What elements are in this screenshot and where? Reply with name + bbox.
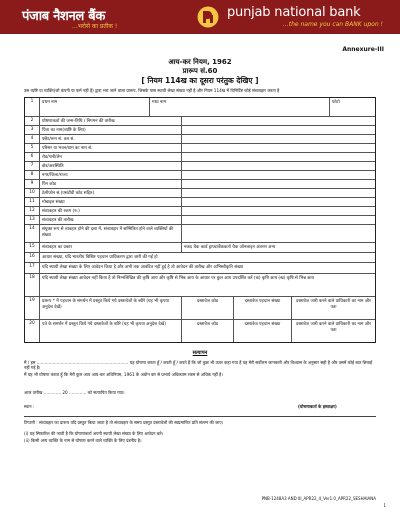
photo-label: फोटो bbox=[332, 100, 340, 105]
row-number: 15 bbox=[25, 243, 40, 252]
row-number: 16 bbox=[25, 253, 40, 262]
form-row-13[interactable] bbox=[25, 216, 375, 225]
photo-box bbox=[330, 98, 375, 116]
verification-date-line[interactable]: आज तारीख ............. 20 ............. को सत्यापित किया गया। bbox=[24, 390, 125, 395]
note-1: टिप्पणी : संव्यवहार का प्रारूप यदि प्रस्तुत किया जाता है तो संव्यवहार के समय प्रस्तुत दस्तावेजों की स्वप्रमाणित प्रति संलग्न की जाए। bbox=[24, 420, 224, 425]
form-row-6[interactable] bbox=[25, 153, 375, 162]
mobile-field[interactable] bbox=[182, 198, 375, 206]
row-number: 2 bbox=[25, 117, 40, 125]
road-label: रोड/गली/लेन bbox=[40, 153, 182, 161]
annexure-label: Annexure-III bbox=[342, 46, 384, 53]
first-name-label: प्रथम नाम bbox=[40, 98, 150, 116]
page-number: 1 bbox=[383, 503, 386, 508]
area-label: क्षेत्र/अवस्थिति bbox=[40, 162, 182, 170]
city-label: नगर/जिला/राज्य bbox=[40, 171, 182, 179]
form-row-11[interactable] bbox=[25, 198, 375, 207]
doc-code-header: दस्तावेज कोड bbox=[182, 320, 234, 342]
form-row-10[interactable] bbox=[25, 189, 375, 198]
amount-field[interactable] bbox=[182, 207, 375, 215]
income-label: यदि स्थायी लेखा संख्या आवेदन नहीं किया है तो निम्नलिखित की कृषि आय और कृषि से भिन्न आय के आधार पर कुल आय उपदर्शित करें (क) कृषि आय (ख) कृषि से भिन्न आय bbox=[42, 276, 315, 281]
verification-heading: सत्यापन bbox=[192, 350, 208, 356]
bank-name-english: punjab national bank bbox=[227, 5, 361, 20]
row-number: 4 bbox=[25, 135, 40, 143]
form-row-17[interactable] bbox=[25, 263, 375, 274]
row-number: 10 bbox=[25, 189, 40, 197]
form-row-1 bbox=[25, 98, 375, 117]
form-row-8[interactable] bbox=[25, 171, 375, 180]
pin-label: पिन कोड bbox=[40, 180, 182, 188]
joint-persons-label: संयुक्त रूप से व्यवहार होने की दशा में, संव्यवहार में सम्मिलित होने वाले व्यक्तियों की संख्या bbox=[40, 225, 182, 242]
place-label: स्थान : bbox=[24, 404, 35, 409]
form-row-5[interactable] bbox=[25, 144, 375, 153]
bank-name-hindi: पंजाब नैशनल बैंक bbox=[22, 9, 106, 24]
form-title-number: प्रारूप सं.60 bbox=[182, 67, 218, 75]
bank-tagline-hindi: ...भरोसे का प्रतीक ! bbox=[72, 23, 118, 30]
form-row-16[interactable] bbox=[25, 253, 375, 263]
city-field[interactable] bbox=[182, 171, 375, 179]
verification-text-1: मैं / हम ..................................................................... यह घोषणा करता हूँ / करती हूँ / करते हैं कि जो कुछ भी ऊपर कहा गया है वह मेरी सर्वोत्तम जानकारी और विश्वास के अनुसार सही है और उसमें कोई बात छिपाई नहीं गई है। bbox=[24, 360, 373, 371]
identity-docs-label: प्रारूप * में पहचान के समर्थन में प्रस्तुत किये गये दस्तावेजों के ब्यौरे (यह भी कृपया अनुदेश देखें) bbox=[40, 297, 182, 319]
pin-field[interactable] bbox=[182, 180, 375, 188]
bank-tagline-english: ...the name you can BANK upon ! bbox=[283, 21, 383, 28]
doc-id-header: दस्तावेज पहचान संख्या bbox=[234, 297, 292, 319]
father-name-field[interactable] bbox=[182, 126, 375, 134]
form-row-9[interactable] bbox=[25, 180, 375, 189]
row-number: 3 bbox=[25, 126, 40, 134]
row-number: 8 bbox=[25, 171, 40, 179]
txn-date-field[interactable] bbox=[182, 216, 375, 224]
note-2: (i) यह सिफारिश की जाती है कि घोषणाकर्ता अपनी स्थायी लेखा संख्या के लिए आवेदन करे। bbox=[24, 431, 164, 436]
form-row-15[interactable] bbox=[25, 243, 375, 253]
form-row-2[interactable] bbox=[25, 117, 375, 126]
telephone-field[interactable] bbox=[182, 189, 375, 197]
amount-label: संव्यवहार की रकम (रु.) bbox=[40, 207, 182, 215]
row-number: 20 bbox=[25, 320, 40, 342]
form-table bbox=[24, 97, 376, 343]
telephone-label: टेलीफोन सं.(एसटीडी कोड सहित) bbox=[40, 189, 182, 197]
form-row-12[interactable] bbox=[25, 207, 375, 216]
txn-mode-label: संव्यवहार का प्रकार bbox=[40, 243, 182, 252]
father-name-label: पिता का नाम(व्यष्टि के लिए) bbox=[40, 126, 182, 134]
doc-authority-header: दस्तावेज जारी करने वाले प्राधिकारी का नाम और पता bbox=[296, 299, 371, 310]
row-number: 19 bbox=[25, 297, 40, 319]
aadhaar-label: आधार संख्या, यदि भारतीय विशिष्ट पहचान प्राधिकरण द्वारा जारी की गई हो bbox=[42, 255, 158, 260]
verification-text-2: मैं यह भी घोषणा करता हूँ कि मेरी कुल आय आय-कर अधिनियम, 1961 के अधीन कर से प्रभार्य अधिकतम रकम से अधिक नहीं है। bbox=[24, 372, 223, 377]
form-row-14[interactable] bbox=[25, 225, 375, 243]
dob-label: घोषणाकर्ता की जन्म-तिथि / निगमन की तारीख bbox=[40, 117, 182, 125]
bank-header bbox=[0, 0, 400, 34]
form-row-3[interactable] bbox=[25, 126, 375, 135]
row-number: 14 bbox=[25, 225, 40, 242]
note-3: (ii) किसी अन्य व्यक्ति के नाम से घोषणा करने वाले व्यक्ति के लिए दंडनीय है। bbox=[24, 438, 142, 443]
dob-field[interactable] bbox=[182, 117, 375, 125]
doc-id-header: दस्तावेज पहचान संख्या bbox=[234, 320, 292, 342]
txn-mode-options[interactable]: नकद चैक कार्ड ड्राफ्ट/बैंककर्ता चैक ऑनलाइन अंतरण अन्य bbox=[184, 245, 276, 250]
joint-persons-field[interactable] bbox=[182, 225, 375, 242]
row-number: 7 bbox=[25, 162, 40, 170]
row-number: 18 bbox=[25, 274, 40, 296]
middle-name-label: मध्य नाम bbox=[152, 100, 167, 105]
notes-divider bbox=[24, 416, 376, 417]
signature-label: (घोषणाकर्ता के हस्ताक्षर) bbox=[298, 404, 337, 409]
row-number: 9 bbox=[25, 180, 40, 188]
flat-field[interactable] bbox=[182, 135, 375, 143]
form-title-proviso: [ नियम 114ख का दूसरा परंतुक देखिए ] bbox=[141, 76, 259, 85]
row-number: 5 bbox=[25, 144, 40, 152]
form-row-18[interactable] bbox=[25, 274, 375, 297]
flat-label: फ्लैट/रूम सं. तल सं. bbox=[40, 135, 182, 143]
road-field[interactable] bbox=[182, 153, 375, 161]
row-number: 1 bbox=[25, 98, 40, 116]
bank-logo-icon bbox=[197, 6, 219, 28]
txn-date-label: संव्यवहार की तारीख bbox=[40, 216, 182, 224]
address-docs-label: पते के समर्थन में प्रस्तुत किये गये दस्तावेजों के ब्यौरे (यह भी कृपया अनुदेश देखें) bbox=[40, 320, 182, 342]
doc-code-header: दस्तावेज कोड bbox=[182, 297, 234, 319]
row-number: 17 bbox=[25, 263, 40, 273]
premises-field[interactable] bbox=[182, 144, 375, 152]
premises-label: परिसर या भवन/ग्राम का नाम सं. bbox=[40, 144, 182, 152]
mobile-label: मोबाइल संख्या bbox=[40, 198, 182, 206]
form-row-19[interactable] bbox=[25, 297, 375, 320]
row-number: 6 bbox=[25, 153, 40, 161]
form-row-20[interactable] bbox=[25, 320, 375, 342]
footer-code: PNB-1248A3 AND III_APR22_4_Ver1.0_APR22_SESHAIANA bbox=[261, 496, 376, 501]
doc-authority-header: दस्तावेज जारी करने वाले प्राधिकारी का नाम और पता bbox=[296, 322, 371, 333]
row-number: 11 bbox=[25, 198, 40, 206]
form-intro-text: उस व्यष्टि या व्यक्ति(जो कंपनी या फर्म नहीं है) द्वारा भरा जाने वाला प्रारूप, जिसके पास स्थायी लेखा संख्या नहीं है और नियम 114ख में विनिर्दिष्ट कोई संव्यवहार करता है bbox=[24, 88, 280, 93]
middle-name-cell[interactable] bbox=[150, 98, 330, 116]
form-title-rule: आय-कर नियम, 1962 bbox=[168, 58, 232, 66]
form-row-4[interactable] bbox=[25, 135, 375, 144]
form-row-7[interactable] bbox=[25, 162, 375, 171]
area-field[interactable] bbox=[182, 162, 375, 170]
row-number: 12 bbox=[25, 207, 40, 215]
pan-applied-label: यदि स्थायी लेखा संख्या के लिए आवेदन किया है और अभी तक आवंटित नहीं हुई है तो आवेदन की तारीख और अभिस्वीकृति संख्या bbox=[42, 265, 244, 270]
row-number: 13 bbox=[25, 216, 40, 224]
